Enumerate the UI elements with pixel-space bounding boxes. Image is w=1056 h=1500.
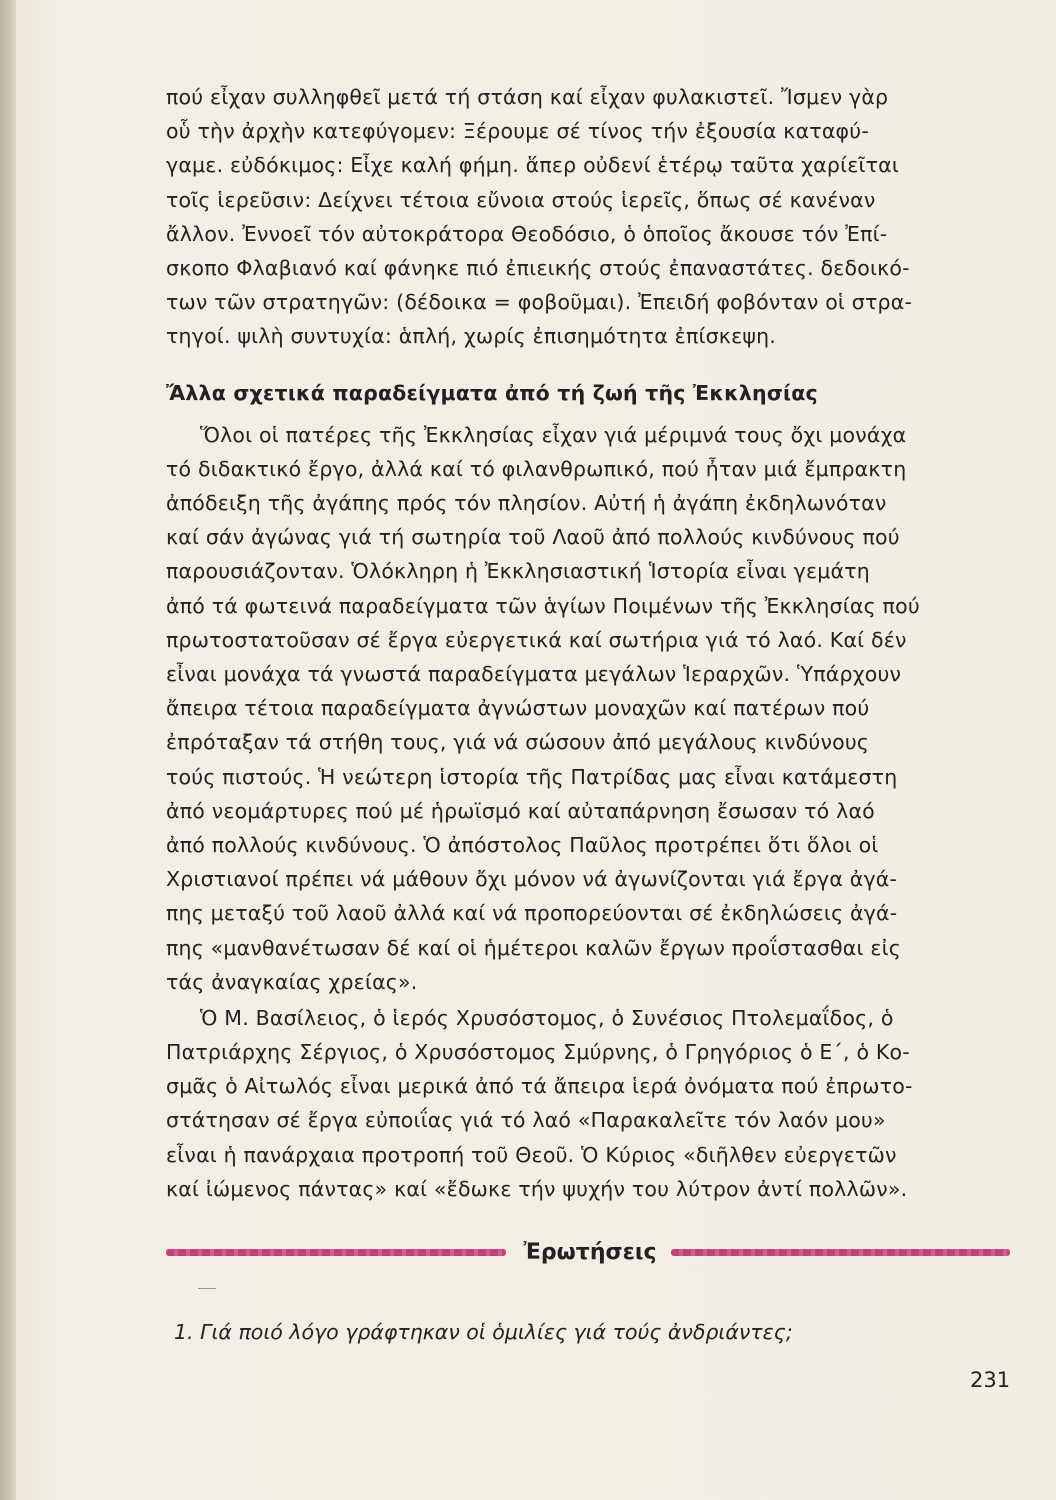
- text-line: καί ἰώμενος πάντας» καί «ἔδωκε τήν ψυχήν του λύτρον ἀντί πολλῶν».: [166, 1176, 908, 1201]
- text-line: τηγοί. ψιλὴ συντυχία: ἁπλή, χωρίς ἐπισημότητα ἐπίσκεψη.: [166, 324, 777, 349]
- question-1: 1. Γιά ποιό λόγο γράφτηκαν οἱ ὁμιλίες γιά τούς ἀνδριάντες;: [174, 1320, 793, 1344]
- text-line: εἶναι ἡ πανάρχαια προτροπή τοῦ Θεοῦ. Ὁ Κύριος «διῆλθεν εὐεργετῶν: [166, 1142, 897, 1167]
- text-line: οὗ τὴν ἀρχὴν κατεφύγομεν: Ξέρουμε σέ τίνος τήν ἐξουσία καταφύ-: [166, 119, 869, 144]
- paragraph-2: [166, 1001, 1010, 1206]
- text-line: τούς πιστούς. Ἡ νεώτερη ἱστορία τῆς Πατρίδας μας εἶναι κατάμεστη: [166, 764, 898, 789]
- text-line: πης «μανθανέτωσαν δέ καί οἱ ἡμέτεροι καλῶν ἔργων προΐστασθαι εἰς: [166, 935, 901, 960]
- text-line: ἀπό νεομάρτυρες πού μέ ἡρωϊσμό καί αὐταπάρνηση ἔσωσαν τό λαό: [166, 798, 875, 823]
- text-line: ἀπόδειξη τῆς ἀγάπης πρός τόν πλησίον. Αὐτή ἡ ἀγάπη ἐκδηλωνόταν: [166, 491, 887, 516]
- text-line: ἀπό πολλούς κινδύνους. Ὁ ἀπόστολος Παῦλος προτρέπει ὅτι ὅλοι οἱ: [166, 832, 879, 857]
- questions-header: [166, 1240, 1010, 1265]
- text-line: τό διδακτικό ἔργο, ἀλλά καί τό φιλανθρωπικό, πού ἦταν μιά ἔμπρακτη: [166, 456, 907, 481]
- text-line: Ὅλοι οἱ πατέρες τῆς Ἐκκλησίας εἶχαν γιά μέριμνά τους ὄχι μονάχα: [200, 422, 907, 447]
- text-line: ἄπειρα τέτοια παραδείγματα ἀγνώστων μοναχῶν καί πατέρων πού: [166, 696, 870, 721]
- section-heading: Ἄλλα σχετικά παραδείγματα ἀπό τή ζωή τῆς Ἐκκλησίας: [166, 380, 818, 405]
- page-number: 231: [970, 1368, 1011, 1392]
- text-line: των τῶν στρατηγῶν: (δέδοικα = φοβοῦμαι). Ἐπειδή φοβόνταν οἱ στρα-: [166, 290, 913, 315]
- glossary-paragraph: [166, 80, 1010, 354]
- text-line: Χριστιανοί πρέπει νά μάθουν ὄχι μόνον νά ἀγωνίζονται γιά ἔργα ἀγά-: [166, 867, 898, 892]
- text-line: τοῖς ἱερεῦσιν: Δείχνει τέτοια εὔνοια στούς ἱερεῖς, ὅπως σέ κανέναν: [166, 187, 876, 212]
- decorative-rule-right: [671, 1249, 1011, 1256]
- decorative-rule-left: [166, 1249, 506, 1256]
- text-line: σκοπο Φλαβιανό καί φάνηκε πιό ἐπιεικής στούς ἐπαναστάτες. δεδοικό-: [166, 255, 910, 280]
- text-line: ἄλλον. Ἐννοεῖ τόν αὐτοκράτορα Θεοδόσιο, ὁ ὁποῖος ἄκουσε τόν Ἐπί-: [166, 221, 888, 246]
- text-line: ἐπρόταξαν τά στήθη τους, γιά νά σώσουν ἀπό μεγάλους κινδύνους: [166, 730, 870, 755]
- text-line: τάς ἀναγκαίας χρείας».: [166, 969, 418, 994]
- text-line: πης μεταξύ τοῦ λαοῦ ἀλλά καί νά προπορεύονται σέ ἐκδηλώσεις ἀγά-: [166, 901, 898, 926]
- text-line: γαμε. εὐδόκιμος: Εἶχε καλή φήμη. ἅπερ οὐδενί ἑτέρῳ ταῦτα χαρίεῖται: [166, 153, 900, 178]
- text-line: καί σάν ἀγώνας γιά τή σωτηρία τοῦ Λαοῦ ἀπό πολλούς κινδύνους πού: [166, 525, 900, 550]
- questions-title: Ἐρωτήσεις: [523, 1240, 657, 1265]
- text-line: εἶναι μονάχα τά γνωστά παραδείγματα μεγάλων Ἱεραρχῶν. Ὑπάρχουν: [166, 662, 902, 686]
- main-text: [166, 80, 1010, 1206]
- text-line: Πατριάρχης Σέργιος, ὁ Χρυσόστομος Σμύρνης, ὁ Γρηγόριος ὁ Ε΄, ὁ Κο-: [166, 1040, 910, 1065]
- text-line: πού εἶχαν συλληφθεῖ μετά τή στάση καί εἶχαν φυλακιστεῖ. Ἴσμεν γὰρ: [166, 85, 889, 109]
- pencil-mark: [198, 1288, 216, 1289]
- text-line: σμᾶς ὁ Αἰτωλός εἶναι μερικά ἀπό τά ἄπειρα ἱερά ὀνόματα πού ἐπρωτο-: [166, 1074, 913, 1099]
- text-line: πρωτοστατοῦσαν σέ ἔργα εὐεργετικά καί σωτήρια γιά τό λαό. Καί δέν: [166, 627, 907, 652]
- text-line: ἀπό τά φωτεινά παραδείγματα τῶν ἁγίων Ποιμένων τῆς Ἐκκλησίας πού: [166, 593, 920, 618]
- text-line: Ὁ Μ. Βασίλειος, ὁ ἱερός Χρυσόστομος, ὁ Συνέσιος Πτολεμαΐδος, ὁ: [200, 1005, 894, 1030]
- text-line: παρουσιάζονταν. Ὁλόκληρη ἡ Ἐκκλησιαστική Ἱστορία εἶναι γεμάτη: [166, 559, 870, 584]
- paragraph-1: [166, 418, 1010, 999]
- text-line: στάτησαν σέ ἔργα εὐποιΐας γιά τό λαό «Παρακαλεῖτε τόν λαόν μου»: [166, 1108, 886, 1133]
- page-binding-edge: [0, 0, 16, 1500]
